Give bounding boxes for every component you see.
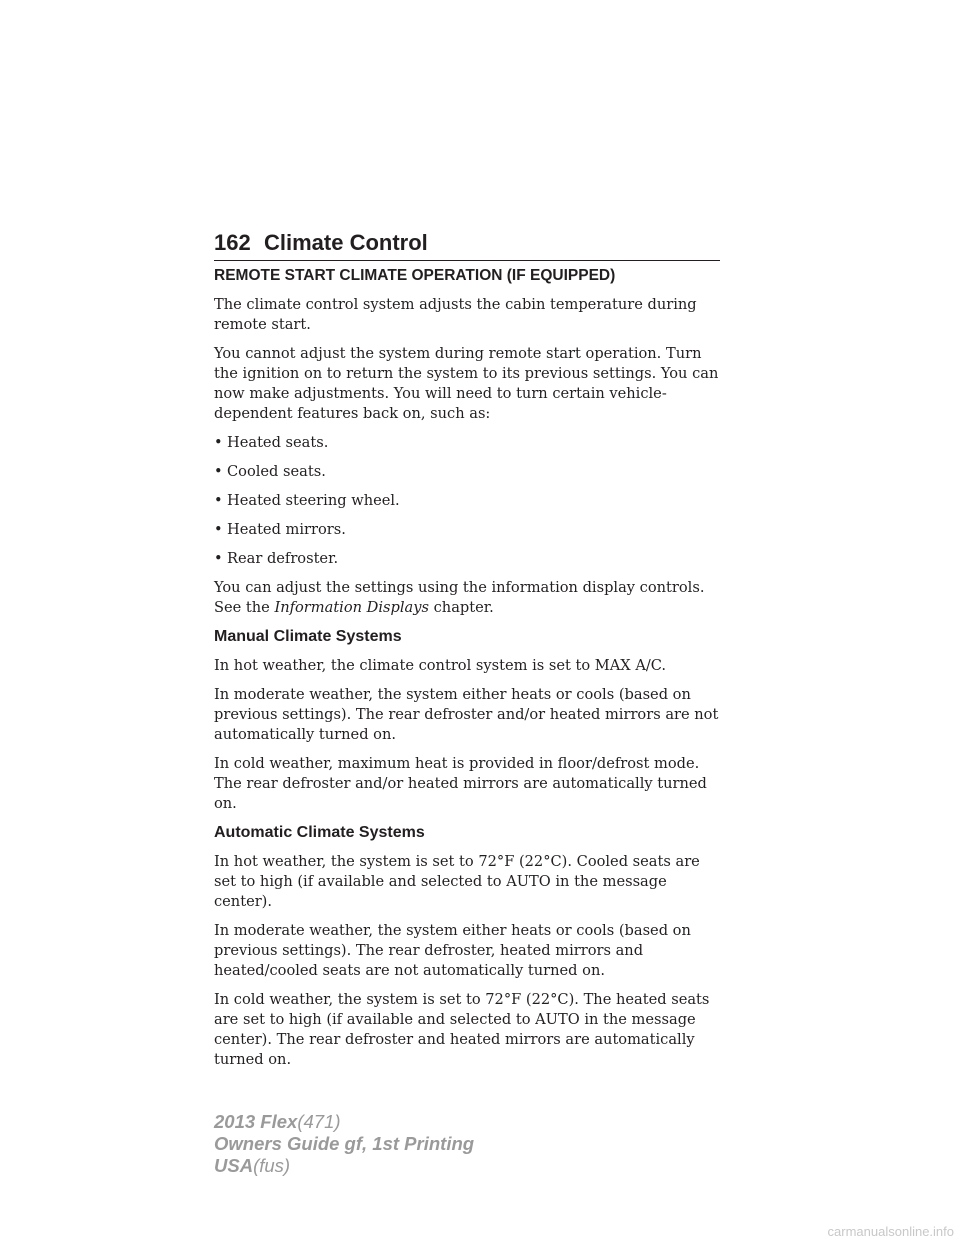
remote-start-intro: The climate control system adjusts the cabin temperature during remote start.	[214, 296, 697, 333]
manual-cold-paragraph: In cold weather, maximum heat is provided in floor/defrost mode. The rear defroster and/or heated mirrors are automatically turned on.	[214, 755, 707, 812]
remote-start-paragraph: You cannot adjust the system during remote start operation. Turn the ignition on to return the system to its previous settings. You can now make adjustments. You will need to turn certain vehicle-dependent features back on, such as:	[214, 345, 719, 422]
list-item: • Cooled seats.	[214, 463, 326, 480]
page-header	[214, 228, 720, 261]
print-footer	[214, 1111, 474, 1177]
settings-paragraph: You can adjust the settings using the information display controls. See the Information Displays chapter.	[214, 579, 705, 616]
list-item: • Heated seats.	[214, 434, 329, 451]
automatic-moderate-paragraph: In moderate weather, the system either heats or cools (based on previous settings). The rear defroster, heated mirrors and heated/cooled seats are not automatically turned on.	[214, 922, 691, 979]
automatic-hot-paragraph: In hot weather, the system is set to 72°F (22°C). Cooled seats are set to high (if available and selected to AUTO in the message center).	[214, 853, 700, 910]
page-content	[214, 266, 724, 1079]
chapter-title: Climate Control	[264, 230, 428, 255]
watermark-link[interactable]: carmanualsonline.info	[827, 1224, 954, 1239]
manual-moderate-paragraph: In moderate weather, the system either heats or cools (based on previous settings). The rear defroster and/or heated mirrors are not automatically turned on.	[214, 686, 719, 743]
subheading-automatic: Automatic Climate Systems	[214, 824, 425, 841]
bullet-icon: •	[214, 434, 223, 451]
bullet-icon: •	[214, 492, 223, 509]
chapter-reference: Information Displays	[274, 599, 429, 616]
subheading-manual: Manual Climate Systems	[214, 628, 402, 645]
manual-hot-paragraph: In hot weather, the climate control system is set to MAX A/C.	[214, 657, 667, 674]
section-heading-remote-start: REMOTE START CLIMATE OPERATION (IF EQUIPPED)	[214, 267, 616, 284]
bullet-icon: •	[214, 463, 223, 480]
footer-line-2: Owners Guide gf, 1st Printing	[214, 1133, 475, 1154]
list-item: • Heated mirrors.	[214, 521, 346, 538]
list-item: • Rear defroster.	[214, 550, 339, 567]
bullet-icon: •	[214, 521, 223, 538]
footer-line-3: USA(fus)	[214, 1155, 291, 1176]
page-number: 162	[214, 230, 251, 255]
feature-list	[214, 433, 724, 569]
list-item: • Heated steering wheel.	[214, 492, 400, 509]
bullet-icon: •	[214, 550, 223, 567]
automatic-cold-paragraph: In cold weather, the system is set to 72°F (22°C). The heated seats are set to high (if available and selected to AUTO in the message center). The rear defroster and heated mirrors are automatically turned on.	[214, 991, 710, 1068]
footer-line-1: 2013 Flex(471)	[214, 1111, 341, 1132]
